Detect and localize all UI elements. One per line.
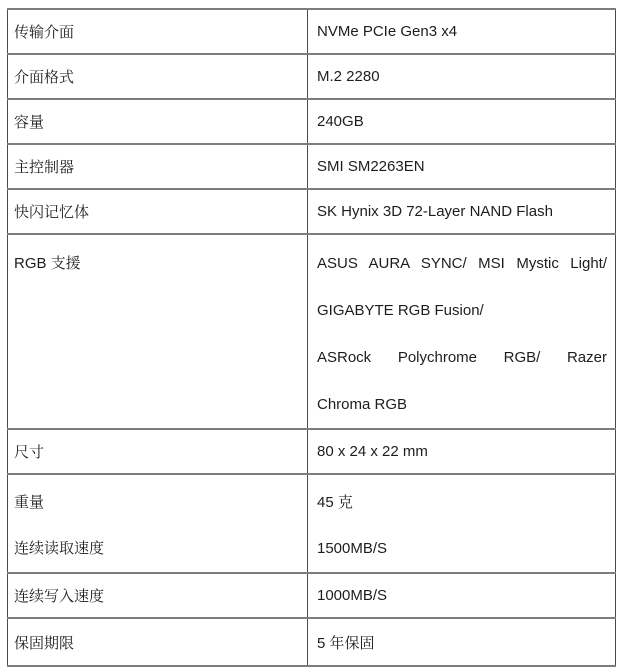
spec-value: 1000MB/S bbox=[308, 573, 616, 618]
spec-row-form-factor bbox=[8, 54, 616, 99]
spec-value: 240GB bbox=[308, 99, 616, 144]
spec-row-nand-flash bbox=[8, 189, 616, 234]
spec-label: 尺寸 bbox=[8, 429, 308, 474]
spec-label: 传输介面 bbox=[8, 9, 308, 54]
spec-value: NVMe PCIe Gen3 x4 bbox=[308, 9, 616, 54]
spec-label bbox=[8, 474, 308, 573]
spec-value: SK Hynix 3D 72-Layer NAND Flash bbox=[308, 189, 616, 234]
spec-value: 5 年保固 bbox=[308, 618, 616, 666]
spec-value-line: ASUS AURA SYNC/ MSI Mystic Light/ bbox=[317, 255, 607, 272]
spec-label bbox=[8, 234, 308, 429]
spec-row-write-speed bbox=[8, 573, 616, 618]
spec-row-weight-and-read-speed bbox=[8, 474, 616, 573]
spec-label: 介面格式 bbox=[8, 54, 308, 99]
spec-value-line: GIGABYTE RGB Fusion/ bbox=[317, 302, 484, 319]
spec-label-line: 重量 bbox=[14, 494, 45, 511]
spec-label-text: RGB 支援 bbox=[14, 255, 81, 272]
spec-row-controller bbox=[8, 144, 616, 189]
spec-value-line: 45 克 bbox=[317, 494, 353, 511]
spec-label: 快闪记忆体 bbox=[8, 189, 308, 234]
spec-label: 容量 bbox=[8, 99, 308, 144]
spec-label: 保固期限 bbox=[8, 618, 308, 666]
spec-label: 连续写入速度 bbox=[8, 573, 308, 618]
spec-value: 80 x 24 x 22 mm bbox=[308, 429, 616, 474]
spec-row-dimensions bbox=[8, 429, 616, 474]
spec-label: 主控制器 bbox=[8, 144, 308, 189]
spec-row-transfer-interface bbox=[8, 9, 616, 54]
spec-value-line: ASRock Polychrome RGB/ Razer bbox=[317, 349, 607, 366]
spec-value-line: Chroma RGB bbox=[317, 396, 408, 413]
spec-label-line: 连续读取速度 bbox=[14, 540, 105, 557]
spec-row-capacity bbox=[8, 99, 616, 144]
spec-value bbox=[308, 474, 616, 573]
spec-row-rgb-support bbox=[8, 234, 616, 429]
spec-value-line: 1500MB/S bbox=[317, 540, 388, 557]
spec-value: M.2 2280 bbox=[308, 54, 616, 99]
ssd-spec-table bbox=[7, 8, 616, 667]
spec-value bbox=[308, 234, 616, 429]
spec-value: SMI SM2263EN bbox=[308, 144, 616, 189]
